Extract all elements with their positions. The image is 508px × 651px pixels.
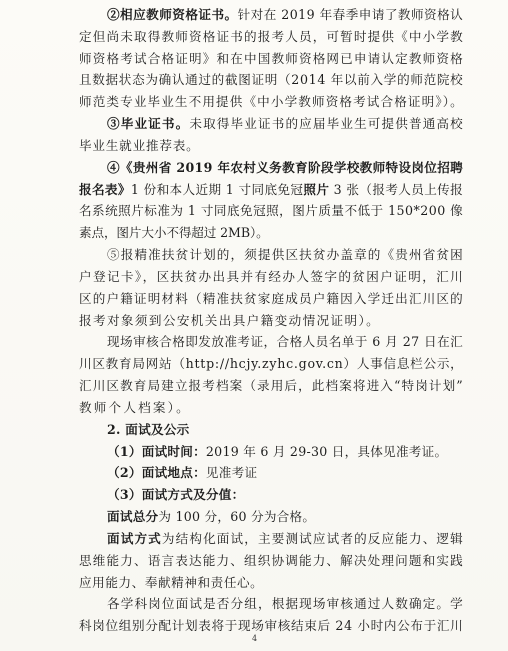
text-span: 区的户籍证明材料（精准扶贫家庭成员户籍因入学迁出汇川区的 xyxy=(79,290,464,306)
text-line xyxy=(79,575,263,591)
text-span: 未取得毕业证书的应届毕业生可提供普通高校 xyxy=(189,116,464,132)
text-span: 且数据状态为确认通过的截图证明（2014 年以前入学的师范院校 xyxy=(79,72,464,88)
text-line xyxy=(79,182,463,198)
text-span: 为结构化面试，主要测试应试者的反应能力、逻辑 xyxy=(161,530,464,546)
text-span: 思维能力、语言表达能力、组织协调能力、解决处理问题和实践 xyxy=(79,552,464,568)
text-line xyxy=(79,313,380,329)
text-line xyxy=(107,465,257,481)
text-line xyxy=(107,444,447,460)
text-span: 师范类专业毕业生不用提供《中小学教师资格考试合格证明》）。 xyxy=(79,94,464,110)
text-span: 见准考证 xyxy=(205,465,258,481)
text-span: 定但尚未取得教师资格证书的报考人员，可暂时提供《中小学教 xyxy=(79,28,464,44)
text-line xyxy=(79,225,269,241)
text-span: 各学科岗位面试是否分组，根据现场审核通过人数确定。学 xyxy=(107,596,464,612)
text-line xyxy=(79,51,464,67)
text-line xyxy=(79,400,191,416)
text-line xyxy=(107,487,244,503)
text-line xyxy=(79,553,464,569)
text-span: 报考对象须到公安机关出具户籍变动情况证明）。 xyxy=(79,312,381,328)
bold-text: ④《贵州省 2019 年农村义务教育阶段学校教师特设岗位招聘 xyxy=(107,159,464,175)
text-line xyxy=(107,160,463,176)
text-line xyxy=(107,509,315,525)
bold-text: 照片 xyxy=(303,181,330,197)
text-line xyxy=(107,422,190,438)
text-line xyxy=(107,7,463,23)
text-span: 素点，图片大小不得超过 2MB）。 xyxy=(79,225,269,241)
bold-text: （3）面试方式及分值： xyxy=(107,487,245,503)
page-number: 4 xyxy=(252,634,258,643)
text-line xyxy=(107,531,464,547)
bold-text: 面试方式 xyxy=(107,530,162,546)
text-span: 现场审核合格即发放准考证，合格人员名单于 6 月 27 日在汇 xyxy=(107,334,464,350)
text-span: 川区教育局网站（http://hcjy.zyhc.gov.cn）人事信息栏公示， xyxy=(79,356,464,372)
text-span: 户登记卡》，区扶贫办出具并有经办人签字的贫困户证明，汇川 xyxy=(79,268,465,284)
text-line xyxy=(79,203,463,219)
text-span: 汇川区教育局建立报考档案（录用后，此档案将进入“特岗计划” xyxy=(79,378,464,394)
bold-text: 报名表》 xyxy=(79,181,131,197)
text-span: 应用能力、奉献精神和责任心。 xyxy=(79,574,264,590)
text-line xyxy=(107,247,464,263)
text-span: 针对在 2019 年春季申请了教师资格认 xyxy=(237,7,464,22)
text-span: 3 张（报考人员上传报 xyxy=(329,181,464,197)
text-span: 科岗位组别分配计划表将于现场审核结束后 24 小时内公布于汇川 xyxy=(79,618,464,634)
text-line xyxy=(79,29,464,45)
bold-text: ③毕业证书。 xyxy=(107,116,190,132)
bold-text: （2）面试地点： xyxy=(107,465,206,481)
text-line xyxy=(79,378,464,394)
text-span: ⑤报精准扶贫计划的，须提供区扶贫办盖章的《贵州省贫困 xyxy=(107,247,464,263)
text-span: 为 100 分，60 分为合格。 xyxy=(158,509,316,525)
text-line xyxy=(79,356,463,372)
text-span: 教师个人档案）。 xyxy=(79,399,191,415)
text-line xyxy=(79,618,463,634)
text-line xyxy=(79,291,464,307)
text-span: 师资格考试合格证明》和在中国教师资格网已申请认定教师资格 xyxy=(79,50,464,66)
text-line xyxy=(79,72,463,88)
text-line xyxy=(79,269,464,285)
bold-text: 面试总分 xyxy=(107,509,159,525)
bold-text: ②相应教师资格证书。 xyxy=(107,7,238,22)
text-span: 毕业生就业推荐表。 xyxy=(79,137,200,153)
text-line xyxy=(107,596,464,612)
bold-text: 2. 面试及公示 xyxy=(107,421,190,437)
text-line xyxy=(107,116,464,132)
text-span: 2019 年 6 月 29-30 日，具体见准考证。 xyxy=(205,443,448,459)
text-line xyxy=(107,334,463,350)
text-span: 名系统照片标准为 1 寸同底免冠照，图片质量不低于 150*200 像 xyxy=(79,203,464,219)
bold-text: （1）面试时间： xyxy=(107,443,206,459)
text-line xyxy=(79,138,200,154)
text-span: 1 份和本人近期 1 寸同底免冠 xyxy=(130,181,304,197)
text-line xyxy=(79,94,464,110)
